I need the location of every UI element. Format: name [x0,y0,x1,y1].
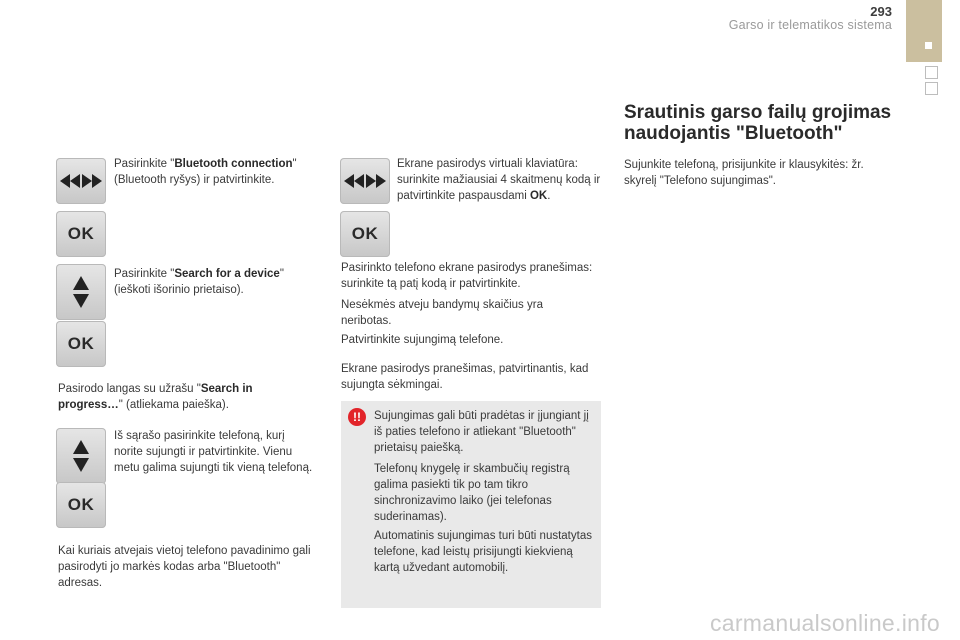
ok-button-icon: OK [56,211,106,257]
success-text: Ekrane pasirodys pranešimas, patvirtinantis, kad sujungta sėkmingai. [341,363,589,391]
ok-button-icon: OK [340,211,390,257]
confirm-phone-text: Patvirtinkite sujungimą telefone. [341,334,504,346]
seek-buttons-icon [340,158,390,204]
section-heading: Srautinis garso failų grojimas naudojantis "Bluetooth" [624,102,892,144]
seek-buttons-icon [56,158,106,204]
warning-icon: !! [348,408,366,426]
step-select-phone: Iš sąrašo pasirinkite telefoną, kurį norite sujungti ir patvirtinkite. Vienu metu galima sujungti tik vieną telefoną. [114,430,313,474]
search-progress-text: Pasirodo langas su užrašu "Search in progress…" (atliekama paieška). [58,383,253,411]
tab-box [925,82,938,95]
watermark: carmanualsonline.info [709,610,940,636]
up-down-arrows-icon [56,428,106,484]
footnote-text: Kai kuriais atvejais vietoj telefono pavadinimo gali pasirodyti jo markės kodas arba "Bluetooth" adresas. [58,545,311,589]
attempts-text: Nesėkmės atveju bandymų skaičius yra neribotas. [341,299,543,327]
phone-message-text: Pasirinkto telefono ekrane pasirodys pranešimas: surinkite tą patį kodą ir patvirtinkite. [341,262,593,290]
section-title: Garso ir telematikos sistema [728,18,892,32]
streaming-text: Sujunkite telefoną, prisijunkite ir klausykitės: žr. skyrelį "Telefono sujungimas". [624,159,864,187]
ok-button-icon: OK [56,482,106,528]
up-down-arrows-icon [56,264,106,320]
chapter-tab [906,0,942,62]
keyboard-instruction: Ekrane pasirodys virtuali klaviatūra: surinkite mažiausiai 4 skaitmenų kodą ir patvirtinkite paspausdami OK. [397,158,601,202]
tab-marker [925,42,932,49]
page-number: 293 [870,4,892,19]
step-search-device: Pasirinkite "Search for a device" (ieškoti išorinio prietaiso). [114,268,284,296]
step-bluetooth-connection: Pasirinkite "Bluetooth connection" (Bluetooth ryšys) ir patvirtinkite. [114,158,297,186]
tab-box [925,66,938,79]
ok-button-icon: OK [56,321,106,367]
note-paragraph: Sujungimas gali būti pradėtas ir įjungiant jį iš paties telefono ir atliekant "Bluetooth" prietaisų paiešką. [374,410,589,454]
note-paragraph: Automatinis sujungimas turi būti nustatytas telefone, kad leistų prisijungti kiekvieną kartą užvedant automobilį. [374,530,592,574]
note-paragraph: Telefonų knygelę ir skambučių registrą galima pasiekti tik po tam tikro sinchronizavimo laiko (jei telefonas suderinamas). [374,463,570,523]
